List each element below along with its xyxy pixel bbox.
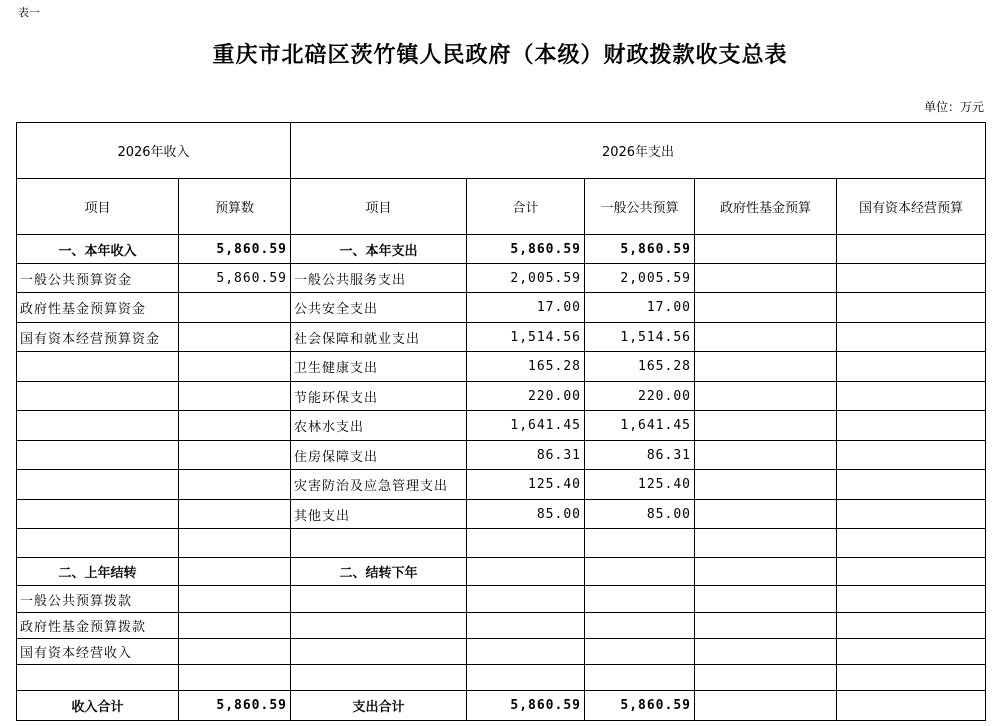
table-row <box>17 441 986 470</box>
table-row <box>17 665 986 691</box>
expense-item-cell: 卫生健康支出 <box>291 352 467 382</box>
expense-item-cell: 社会保障和就业支出 <box>291 323 467 352</box>
income-amount-cell <box>179 586 291 613</box>
table-row <box>17 529 986 558</box>
general-budget-cell <box>585 529 695 558</box>
income-amount-cell <box>179 613 291 639</box>
income-amount-cell <box>179 558 291 586</box>
general-budget-cell: 85.00 <box>585 500 695 529</box>
gov-fund-cell <box>695 264 837 293</box>
state-capital-cell <box>837 639 986 665</box>
table-row <box>17 323 986 352</box>
income-item-cell: 一、本年收入 <box>17 235 179 264</box>
total-cell: 125.40 <box>467 470 585 500</box>
total-cell <box>467 529 585 558</box>
general-budget-cell: 125.40 <box>585 470 695 500</box>
general-budget-cell <box>585 639 695 665</box>
expense-item-cell: 其他支出 <box>291 500 467 529</box>
expense-item-cell: 住房保障支出 <box>291 441 467 470</box>
income-amount-cell <box>179 382 291 411</box>
col-header-total: 合计 <box>467 179 585 235</box>
table-row <box>17 352 986 382</box>
general-budget-cell: 220.00 <box>585 382 695 411</box>
income-amount-cell <box>179 323 291 352</box>
total-cell <box>467 613 585 639</box>
income-item-cell: 收入合计 <box>17 691 179 721</box>
income-amount-cell <box>179 500 291 529</box>
expense-item-cell: 农林水支出 <box>291 411 467 441</box>
gov-fund-cell <box>695 323 837 352</box>
total-cell <box>467 639 585 665</box>
table-row <box>17 586 986 613</box>
income-item-cell: 二、上年结转 <box>17 558 179 586</box>
state-capital-cell <box>837 613 986 639</box>
gov-fund-cell <box>695 529 837 558</box>
table-row <box>17 235 986 264</box>
col-header-general-budget: 一般公共预算 <box>585 179 695 235</box>
gov-fund-cell <box>695 586 837 613</box>
state-capital-cell <box>837 665 986 691</box>
col-header-budget: 预算数 <box>179 179 291 235</box>
general-budget-cell <box>585 613 695 639</box>
total-cell: 5,860.59 <box>467 691 585 721</box>
expense-item-cell <box>291 639 467 665</box>
income-amount-cell <box>179 441 291 470</box>
state-capital-cell <box>837 500 986 529</box>
total-cell: 2,005.59 <box>467 264 585 293</box>
state-capital-cell <box>837 411 986 441</box>
state-capital-cell <box>837 293 986 323</box>
total-cell: 5,860.59 <box>467 235 585 264</box>
unit-label: 单位：万元 <box>923 100 984 114</box>
table-row <box>17 293 986 323</box>
total-cell: 220.00 <box>467 382 585 411</box>
table-row <box>17 639 986 665</box>
income-amount-cell: 5,860.59 <box>179 264 291 293</box>
table-tag: 表一 <box>18 6 40 19</box>
general-budget-cell <box>585 665 695 691</box>
state-capital-cell <box>837 558 986 586</box>
state-capital-cell <box>837 529 986 558</box>
income-group-header: 2026年收入 <box>17 123 291 179</box>
gov-fund-cell <box>695 639 837 665</box>
budget-summary-table <box>16 122 986 721</box>
col-header-income-item: 项目 <box>17 179 179 235</box>
general-budget-cell: 17.00 <box>585 293 695 323</box>
income-item-cell: 国有资本经营预算资金 <box>17 323 179 352</box>
income-amount-cell <box>179 665 291 691</box>
table-row <box>17 470 986 500</box>
gov-fund-cell <box>695 500 837 529</box>
total-cell: 17.00 <box>467 293 585 323</box>
income-item-cell: 国有资本经营收入 <box>17 639 179 665</box>
income-item-cell <box>17 441 179 470</box>
col-header-gov-fund: 政府性基金预算 <box>695 179 837 235</box>
expense-item-cell <box>291 529 467 558</box>
general-budget-cell: 2,005.59 <box>585 264 695 293</box>
expense-item-cell <box>291 586 467 613</box>
income-item-cell: 政府性基金预算资金 <box>17 293 179 323</box>
expense-item-cell <box>291 665 467 691</box>
income-item-cell: 一般公共预算拨款 <box>17 586 179 613</box>
income-amount-cell <box>179 529 291 558</box>
table-row <box>17 691 986 721</box>
general-budget-cell: 165.28 <box>585 352 695 382</box>
income-amount-cell <box>179 352 291 382</box>
income-amount-cell: 5,860.59 <box>179 235 291 264</box>
state-capital-cell <box>837 586 986 613</box>
table-row <box>17 382 986 411</box>
expense-group-header: 2026年支出 <box>291 123 986 179</box>
total-cell: 85.00 <box>467 500 585 529</box>
state-capital-cell <box>837 352 986 382</box>
total-cell <box>467 558 585 586</box>
gov-fund-cell <box>695 558 837 586</box>
gov-fund-cell <box>695 382 837 411</box>
income-amount-cell <box>179 411 291 441</box>
state-capital-cell <box>837 264 986 293</box>
income-item-cell: 一般公共预算资金 <box>17 264 179 293</box>
general-budget-cell: 1,514.56 <box>585 323 695 352</box>
gov-fund-cell <box>695 293 837 323</box>
income-item-cell <box>17 411 179 441</box>
general-budget-cell: 5,860.59 <box>585 691 695 721</box>
gov-fund-cell <box>695 352 837 382</box>
gov-fund-cell <box>695 691 837 721</box>
table-row <box>17 500 986 529</box>
expense-item-cell: 一般公共服务支出 <box>291 264 467 293</box>
state-capital-cell <box>837 470 986 500</box>
total-cell: 165.28 <box>467 352 585 382</box>
income-amount-cell <box>179 293 291 323</box>
table-row <box>17 613 986 639</box>
total-cell <box>467 665 585 691</box>
table-row <box>17 411 986 441</box>
gov-fund-cell <box>695 235 837 264</box>
page-title: 重庆市北碚区茨竹镇人民政府（本级）财政拨款收支总表 <box>212 42 788 68</box>
income-amount-cell <box>179 639 291 665</box>
income-item-cell <box>17 382 179 411</box>
income-item-cell <box>17 500 179 529</box>
general-budget-cell <box>585 558 695 586</box>
total-cell: 86.31 <box>467 441 585 470</box>
income-item-cell <box>17 665 179 691</box>
state-capital-cell <box>837 382 986 411</box>
expense-item-cell: 灾害防治及应急管理支出 <box>291 470 467 500</box>
col-header-state-capital: 国有资本经营预算 <box>837 179 986 235</box>
state-capital-cell <box>837 691 986 721</box>
state-capital-cell <box>837 323 986 352</box>
expense-item-cell: 一、本年支出 <box>291 235 467 264</box>
expense-item-cell: 二、结转下年 <box>291 558 467 586</box>
state-capital-cell <box>837 441 986 470</box>
gov-fund-cell <box>695 613 837 639</box>
state-capital-cell <box>837 235 986 264</box>
income-item-cell <box>17 529 179 558</box>
income-amount-cell: 5,860.59 <box>179 691 291 721</box>
total-cell: 1,641.45 <box>467 411 585 441</box>
income-item-cell <box>17 352 179 382</box>
income-item-cell: 政府性基金预算拨款 <box>17 613 179 639</box>
total-cell <box>467 586 585 613</box>
gov-fund-cell <box>695 665 837 691</box>
total-cell: 1,514.56 <box>467 323 585 352</box>
general-budget-cell: 86.31 <box>585 441 695 470</box>
expense-item-cell <box>291 613 467 639</box>
general-budget-cell: 1,641.45 <box>585 411 695 441</box>
expense-item-cell: 节能环保支出 <box>291 382 467 411</box>
group-header-row <box>17 123 986 179</box>
general-budget-cell <box>585 586 695 613</box>
gov-fund-cell <box>695 411 837 441</box>
column-header-row <box>17 179 986 235</box>
income-amount-cell <box>179 470 291 500</box>
gov-fund-cell <box>695 441 837 470</box>
general-budget-cell: 5,860.59 <box>585 235 695 264</box>
table-row <box>17 558 986 586</box>
income-item-cell <box>17 470 179 500</box>
table-row <box>17 264 986 293</box>
expense-item-cell: 支出合计 <box>291 691 467 721</box>
col-header-expense-item: 项目 <box>291 179 467 235</box>
expense-item-cell: 公共安全支出 <box>291 293 467 323</box>
gov-fund-cell <box>695 470 837 500</box>
